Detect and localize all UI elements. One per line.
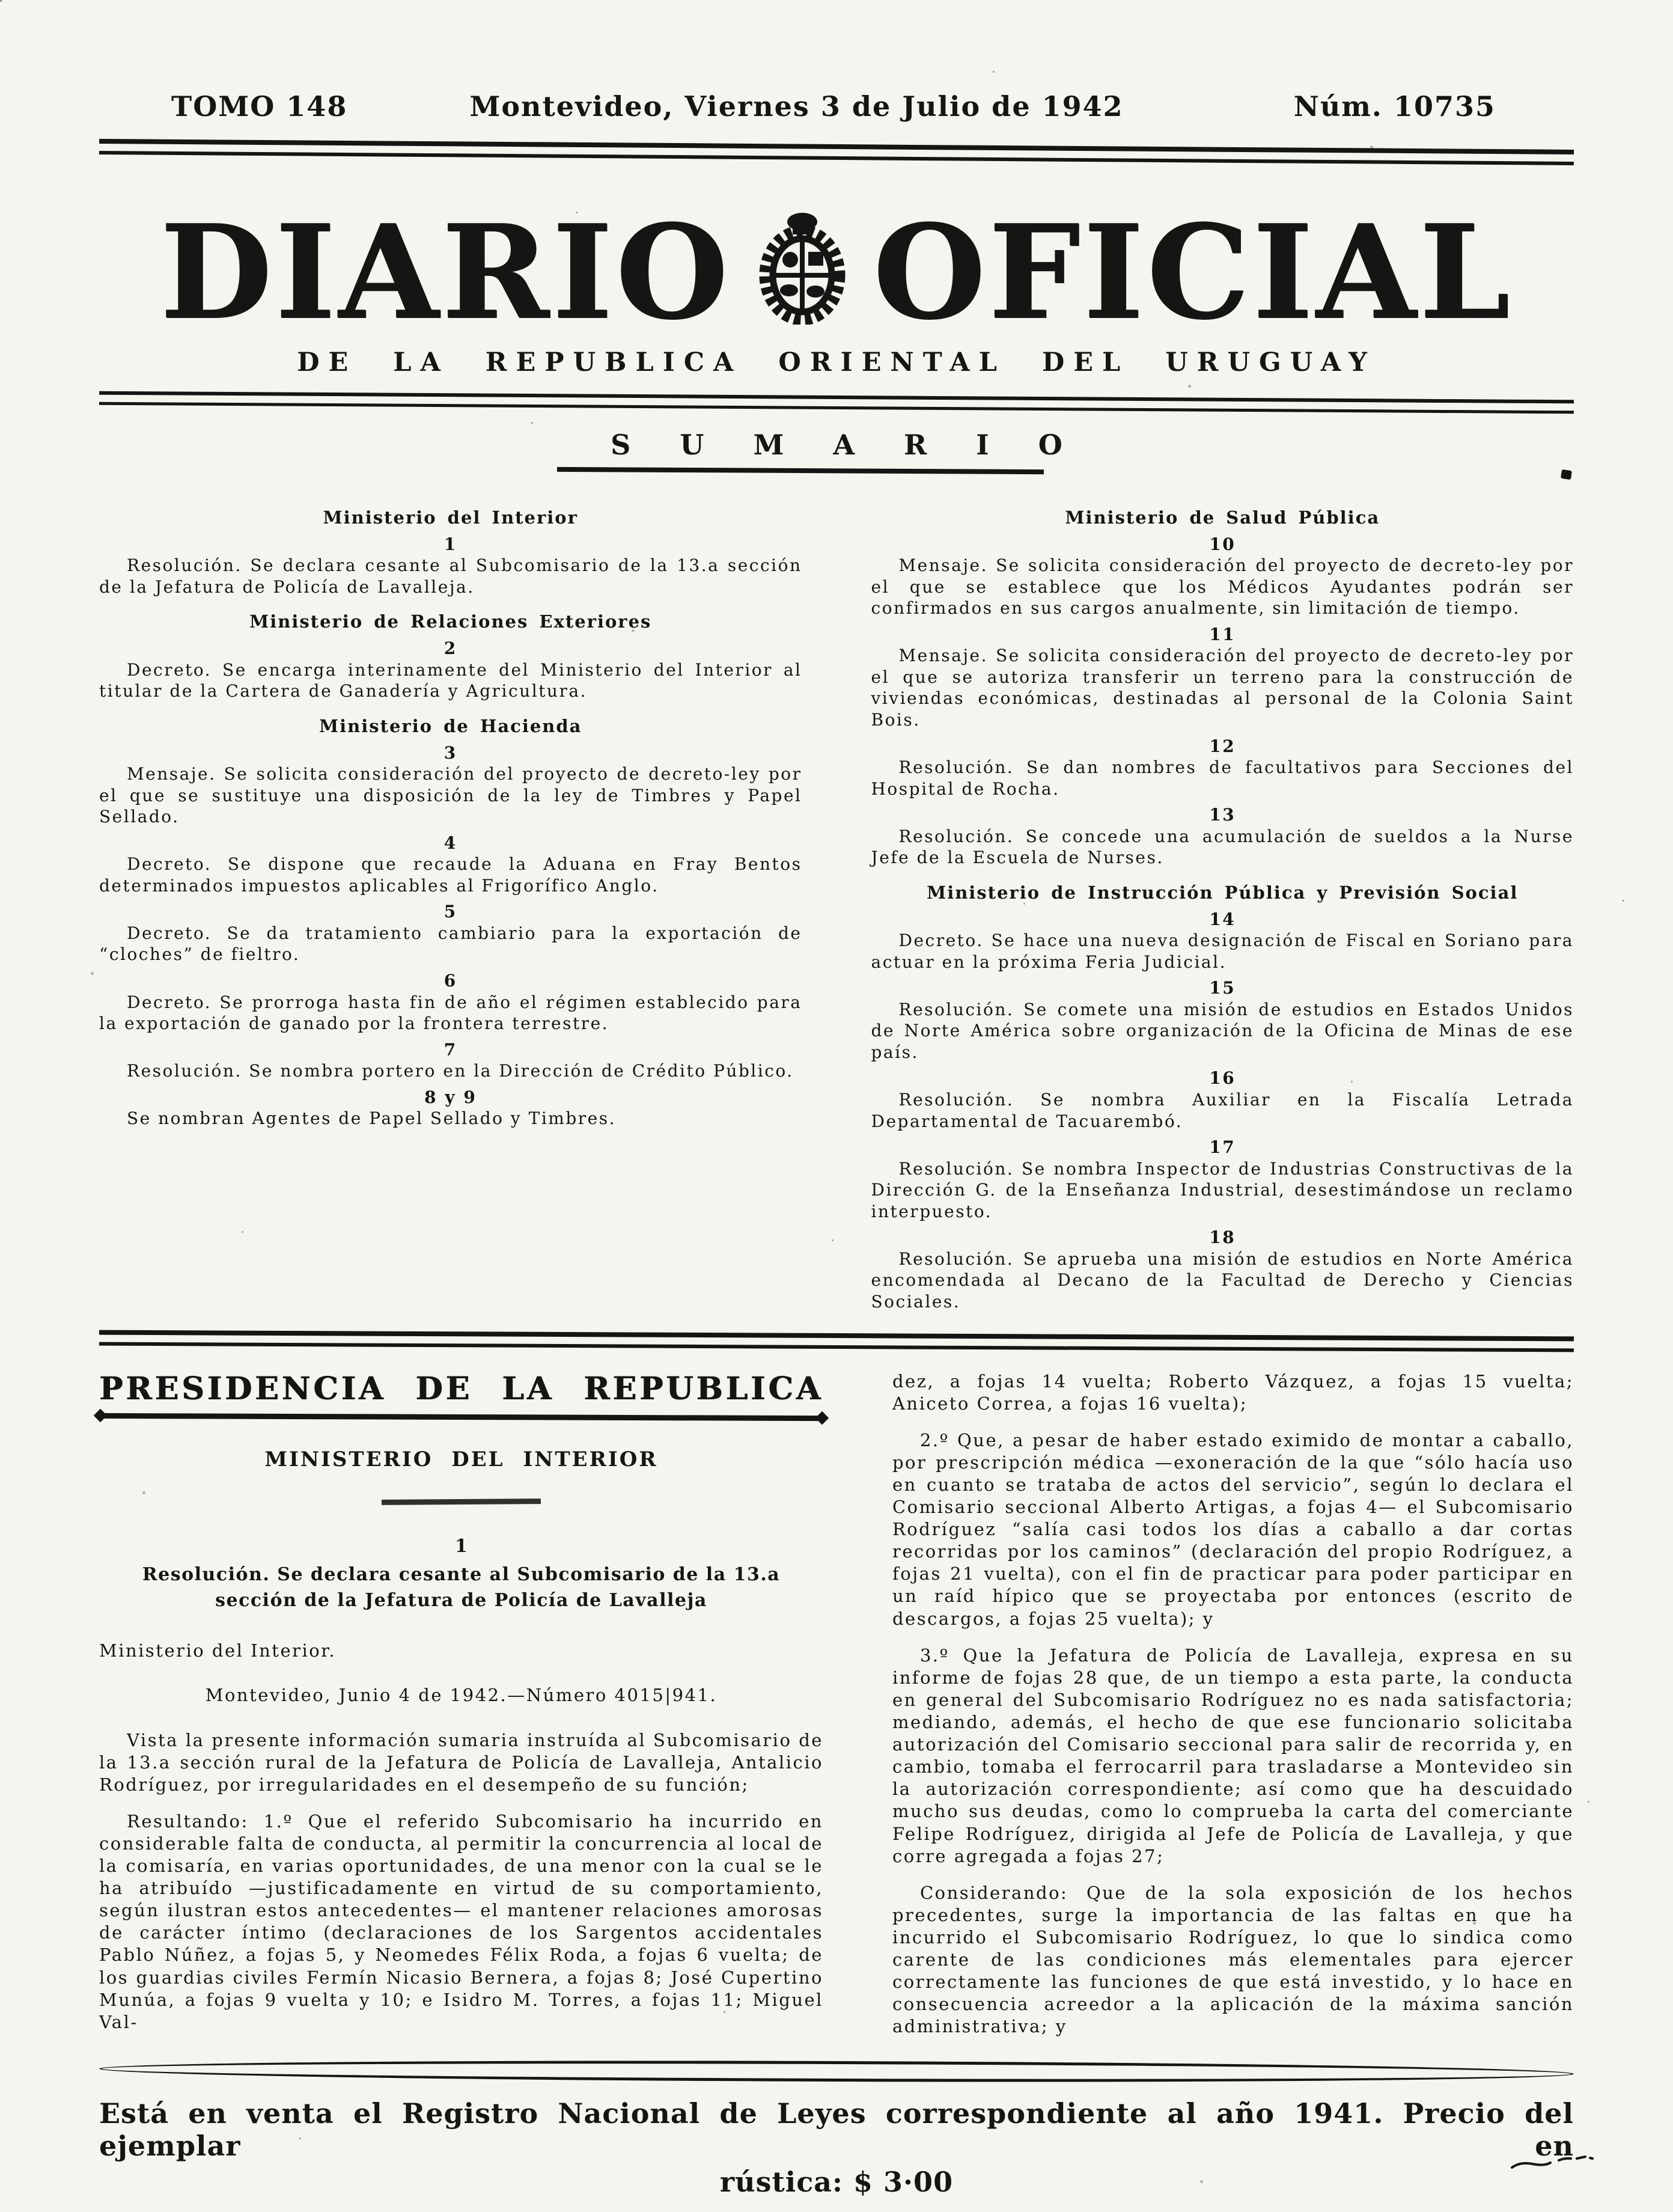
- item-text: Resolución. Se dan nombres de facultativos para Secciones del Hospital de Rocha.: [871, 757, 1574, 799]
- sumario-item: [99, 534, 802, 598]
- date-label: Montevideo, Viernes 3 de Julio de 1942: [469, 90, 1124, 123]
- item-text: Resolución. Se aprueba una misión de estudios en Norte América encomendada al Decano de la Facultad de Derecho y Ciencias Sociales.: [871, 1248, 1574, 1312]
- item-text: Decreto. Se da tratamiento cambiario para la exportación de “cloches” de fieltro.: [99, 923, 802, 965]
- sumario-item: [871, 804, 1574, 869]
- sumario-item: [871, 624, 1574, 731]
- item-number: 18: [1209, 1227, 1236, 1248]
- footer-notice: [99, 2097, 1574, 2198]
- item-text: Resolución. Se nombra portero en la Dirección de Crédito Público.: [127, 1061, 794, 1081]
- sumario-item: [99, 970, 802, 1034]
- sumario-item: [99, 1039, 802, 1082]
- sumario-item: [99, 742, 802, 828]
- item-number: 8 y 9: [424, 1087, 477, 1107]
- article-paragraph: Resultando: 1.º Que el referido Subcomisario ha incurrido en considerable falta de conducta, al permitir la concurrencia al local de la comisaría, en varias oportunidades, de una menor con la cual se le ha atribuído —justificadamente en virtud de su comportamiento, según ilustran estos antecedentes— el mantener relaciones amorosas de carácter íntimo (declaraciones de los Sargentos accidentales Pablo Núñez, a fojas 5, y Neomedes Félix Roda, a fojas 6 vuelta; de los guardias civiles Fermín Nicasio Bernera, a fojas 8; José Cupertino Munúa, a fojas 9 vuelta y 10; e Isidro M. Torres, a fojas 11; Miguel Val-: [99, 1810, 823, 2032]
- section-title: PRESIDENCIA DE LA REPUBLICA: [99, 1370, 823, 1407]
- item-number: 10: [1209, 534, 1236, 554]
- item-text: Mensaje. Se solicita consideración del proyecto de decreto-ley por el que se establece que los Médicos Ayudantes podrán ser confirmados en sus cargos anualmente, sin limitación de tiempo.: [871, 555, 1574, 619]
- article-columns: [99, 1370, 1574, 2038]
- item-number: 6: [443, 971, 457, 991]
- item-text: Resolución. Se nombra Auxiliar en la Fiscalía Letrada Departamental de Tacuarembó.: [871, 1090, 1574, 1131]
- article-paragraph: Vista la presente información sumaria instruída al Subcomisario de la 13.a sección rural de la Jefatura de Policía de Lavalleja, Antalicio Rodríguez, por irregularidades en el desempeño de su función;: [99, 1729, 823, 1795]
- item-text: Resolución. Se concede una acumulación de sueldos a la Nurse Jefe de la Escuela de Nurses.: [871, 826, 1574, 868]
- article-byline: Ministerio del Interior.: [99, 1640, 337, 1661]
- sumario-underline: [557, 467, 1044, 474]
- ministry-heading: Ministerio de Hacienda: [319, 715, 582, 736]
- sumario-item: [871, 909, 1574, 973]
- article-dateline: Montevideo, Junio 4 de 1942.—Número 4015|941.: [205, 1684, 718, 1705]
- ministry-heading: Ministerio de Salud Pública: [1065, 507, 1380, 528]
- sumario-item: [871, 1227, 1574, 1312]
- ink-blot: [1561, 469, 1572, 480]
- item-text: Mensaje. Se solicita consideración del proyecto de decreto-ley por el que se autoriza transferir un terreno para la construcción de viviendas económicas, destinadas al personal de la Colonia Saint Bois.: [871, 646, 1574, 730]
- masthead: [99, 196, 1574, 348]
- item-number: 3: [443, 742, 457, 763]
- item-number: 15: [1209, 978, 1236, 998]
- item-number: 14: [1209, 909, 1236, 929]
- sumario-item: [99, 833, 802, 897]
- footer-notice-line2: rústica: $ 3·00: [719, 2165, 954, 2198]
- item-text: Decreto. Se prorroga hasta fin de año el régimen establecido para la exportación de ganado por la frontera terrestre.: [99, 992, 802, 1034]
- ministry-heading: Ministerio del Interior: [323, 507, 578, 528]
- ministry-heading: Ministerio de Instrucción Pública y Previsión Social: [927, 882, 1519, 903]
- ministry-heading: Ministerio de Relaciones Exteriores: [249, 611, 652, 632]
- article-paragraph: Considerando: Que de la sola exposición de los hechos precedentes, surge la importancia de las faltas en que ha incurrido el Subcomisario Rodríguez, lo que lo sindica como carente de las condiciones más elementales para ejercer correctamente las funciones de que está investido, y lo hace en consecuencia acreedor a la aplicación de la máxima sanción administrativa; y: [892, 1882, 1574, 2037]
- sumario-item: [99, 638, 802, 702]
- sumario-item: [871, 977, 1574, 1063]
- item-number: 2: [443, 638, 457, 659]
- item-text: Decreto. Se dispone que recaude la Aduana en Fray Bentos determinados impuestos aplicables al Frigorífico Anglo.: [99, 854, 802, 896]
- item-text: Decreto. Se hace una nueva designación de Fiscal en Soriano para actuar en la próxima Feria Judicial.: [871, 930, 1574, 972]
- item-text: Resolución. Se declara cesante al Subcomisario de la 13.a sección de la Jefatura de Policía de Lavalleja.: [99, 555, 802, 597]
- sumario-right-column: [871, 493, 1574, 1313]
- item-number: 7: [443, 1039, 457, 1060]
- item-text: Resolución. Se comete una misión de estudios en Estados Unidos de Norte América sobre organización de la Oficina de Minas de ese país.: [871, 999, 1574, 1062]
- page-header: [99, 90, 1574, 123]
- item-text: Decreto. Se encarga interinamente del Ministerio del Interior al titular de la Cartera de Ganadería y Agricultura.: [99, 659, 802, 701]
- stray-ink-mark: [1508, 2152, 1623, 2178]
- sumario-item: [871, 736, 1574, 800]
- footer-notice-line1: Está en venta el Registro Nacional de Leyes correspondiente al año 1941. Precio del ejemplar en: [99, 2097, 1574, 2162]
- article-heading: Resolución. Se declara cesante al Subcomisario de la 13.a sección de la Jefatura de Policía de Lavalleja: [142, 1563, 781, 1611]
- masthead-title-left: DIARIO: [160, 196, 731, 348]
- item-number: 5: [443, 902, 457, 922]
- section-title-rule: [99, 1413, 823, 1420]
- article-paragraph: dez, a fojas 14 vuelta; Roberto Vázquez, a fojas 15 vuelta; Aniceto Correa, a fojas 16 vuelta);: [892, 1370, 1574, 1414]
- sumario-item: [871, 1068, 1574, 1132]
- article-right-column: [892, 1370, 1574, 2038]
- footer-divider-rule: [99, 2058, 1574, 2084]
- sumario-bottom-rule: [99, 1330, 1574, 1352]
- item-number: 1: [443, 534, 457, 554]
- article-left-column: [99, 1370, 823, 2038]
- item-number: 12: [1209, 736, 1236, 756]
- ministry-title: MINISTERIO DEL INTERIOR: [264, 1447, 658, 1471]
- issue-number-label: Núm. 10735: [1293, 90, 1496, 123]
- masthead-subtitle: DE LA REPUBLICA ORIENTAL DEL URUGUAY: [297, 347, 1376, 377]
- article-number: 1: [455, 1535, 468, 1557]
- tomo-label: TOMO 148: [171, 90, 348, 123]
- article-paragraph: 2.º Que, a pesar de haber estado eximido de montar a caballo, por prescripción médica —exoneración de la que “sólo hacía uso en cuanto se trataba de actos del servicio”, según lo declara el Comisario seccional Alberto Artigas, a fojas 4— el Subcomisario Rodríguez “salía casi todos los días a caballo a dar cortas recorridas por los caminos” (declaración del propio Rodríguez, a fojas 21 vuelta), con el fin de practicar para poder participar en un raíd hípico que se proyectaba por entonces (escrito de descargos, a fojas 25 vuelta); y: [892, 1429, 1574, 1629]
- item-number: 13: [1209, 805, 1236, 825]
- item-text: Mensaje. Se solicita consideración del proyecto de decreto-ley por el que se sustituye una disposición de la ley de Timbres y Papel Sellado.: [99, 764, 802, 827]
- coat-of-arms-icon: [757, 212, 848, 326]
- sumario-columns: [99, 493, 1574, 1313]
- sumario-left-column: [99, 493, 802, 1313]
- ministry-deco-rule: [382, 1499, 541, 1505]
- sumario-item: [99, 901, 802, 965]
- item-number: 17: [1209, 1137, 1236, 1158]
- top-divider-rule: [99, 139, 1574, 165]
- masthead-divider-rule: [99, 391, 1574, 414]
- sumario-item: [871, 1137, 1574, 1222]
- sumario-item: [99, 1087, 802, 1129]
- sumario-item: [871, 534, 1574, 619]
- paper-speckles: [0, 0, 2, 2]
- item-number: 16: [1209, 1068, 1236, 1089]
- item-text: Resolución. Se nombra Inspector de Industrias Constructivas de la Dirección G. de la Enseñanza Industrial, desestimándose un reclamo interpuesto.: [871, 1158, 1574, 1221]
- item-number: 4: [443, 833, 457, 853]
- item-text: Se nombran Agentes de Papel Sellado y Timbres.: [127, 1108, 616, 1129]
- masthead-title-right: OFICIAL: [873, 196, 1513, 348]
- sumario-title: SUMARIO: [611, 428, 1112, 461]
- article-paragraph: 3.º Que la Jefatura de Policía de Lavalleja, expresa en su informe de fojas 28 que, de un tiempo a esta parte, la conducta en general del Subcomisario Rodríguez no es nada satisfactoria; mediando, además, el hecho de que ese funcionario solicitaba autorización del Comisario seccional para salir de recorrida y, en cambio, tomaba el ferrocarril para trasladarse a Montevideo sin la autorización correspondiente; así como que ha descuidado mucho sus deudas, como lo comprueba la carta del comerciante Felipe Rodríguez, dirigida al Jefe de Policía de Lavalleja, y que corre agregada a fojas 27;: [892, 1645, 1574, 1866]
- item-number: 11: [1209, 624, 1236, 644]
